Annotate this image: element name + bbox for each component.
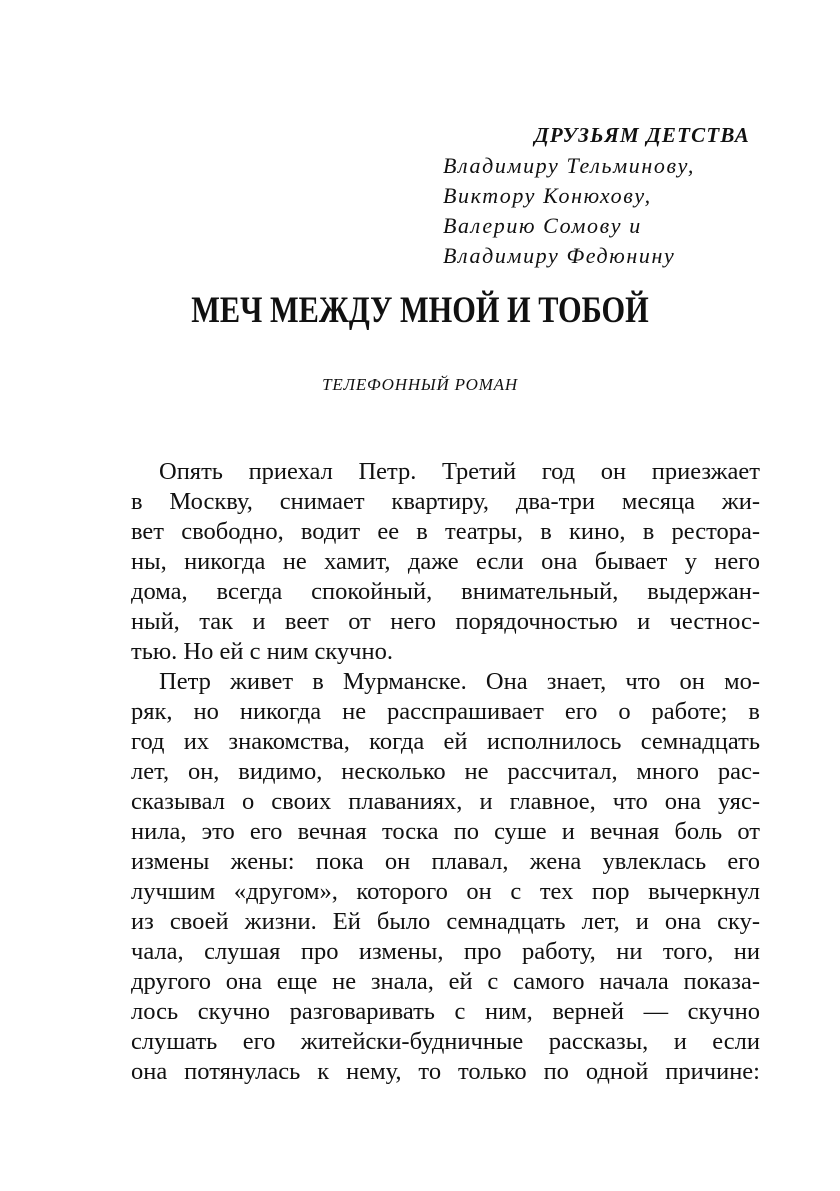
paragraph bbox=[131, 667, 760, 1087]
text-line: чала, слушая про измены, про работу, ни того, ни bbox=[131, 938, 760, 965]
text-line: ный, так и веет от него порядочностью и честнос- bbox=[131, 608, 760, 635]
dedication-line: Валерию Сомову и bbox=[443, 213, 642, 238]
text-line: в Москву, снимает квартиру, два-три месяца жи- bbox=[131, 488, 760, 515]
text-line: слушать его житейски-будничные рассказы, и если bbox=[131, 1028, 760, 1055]
text-line: ряк, но никогда не расспрашивает его о работе; в bbox=[131, 698, 760, 725]
dedication-line: Виктору Конюхову, bbox=[443, 183, 652, 208]
dedication-names bbox=[443, 151, 763, 271]
body-text bbox=[131, 457, 760, 1087]
text-line: измены жены: пока он плавал, жена увлеклась его bbox=[131, 848, 760, 875]
text-line: она потянулась к нему, то только по одной причине: bbox=[131, 1058, 760, 1085]
page-subtitle: ТЕЛЕФОННЫЙ РОМАН bbox=[322, 375, 518, 394]
text-line: лось скучно разговаривать с ним, верней — скучно bbox=[131, 998, 760, 1025]
page-title: МЕЧ МЕЖДУ МНОЙ И ТОБОЙ bbox=[191, 290, 649, 331]
dedication-line: Владимиру Федюнину bbox=[443, 243, 676, 268]
dedication-line: Владимиру Тельминову, bbox=[443, 153, 695, 178]
text-line: из своей жизни. Ей было семнадцать лет, и она ску- bbox=[131, 908, 760, 935]
text-line: ны, никогда не хамит, даже если она бывает у него bbox=[131, 548, 760, 575]
text-line: лет, он, видимо, несколько не рассчитал, много рас- bbox=[131, 758, 760, 785]
dedication-heading: ДРУЗЬЯМ ДЕТСТВА bbox=[534, 123, 750, 147]
text-line: другого она еще не знала, ей с самого начала показа- bbox=[131, 968, 760, 995]
text-line: лучшим «другом», которого он с тех пор вычеркнул bbox=[131, 878, 760, 905]
text-line: дома, всегда спокойный, внимательный, выдержан- bbox=[131, 578, 760, 605]
text-line: Опять приехал Петр. Третий год он приезжает bbox=[159, 458, 760, 485]
text-line: Петр живет в Мурманске. Она знает, что он мо- bbox=[159, 668, 760, 695]
paragraph bbox=[131, 457, 760, 667]
text-line: вет свободно, водит ее в театры, в кино, в рестора- bbox=[131, 518, 760, 545]
text-line: сказывал о своих плаваниях, и главное, что она уяс- bbox=[131, 788, 760, 815]
text-line: нила, это его вечная тоска по суше и вечная боль от bbox=[131, 818, 760, 845]
text-line: тью. Но ей с ним скучно. bbox=[131, 638, 393, 665]
text-line: год их знакомства, когда ей исполнилось семнадцать bbox=[131, 728, 760, 755]
